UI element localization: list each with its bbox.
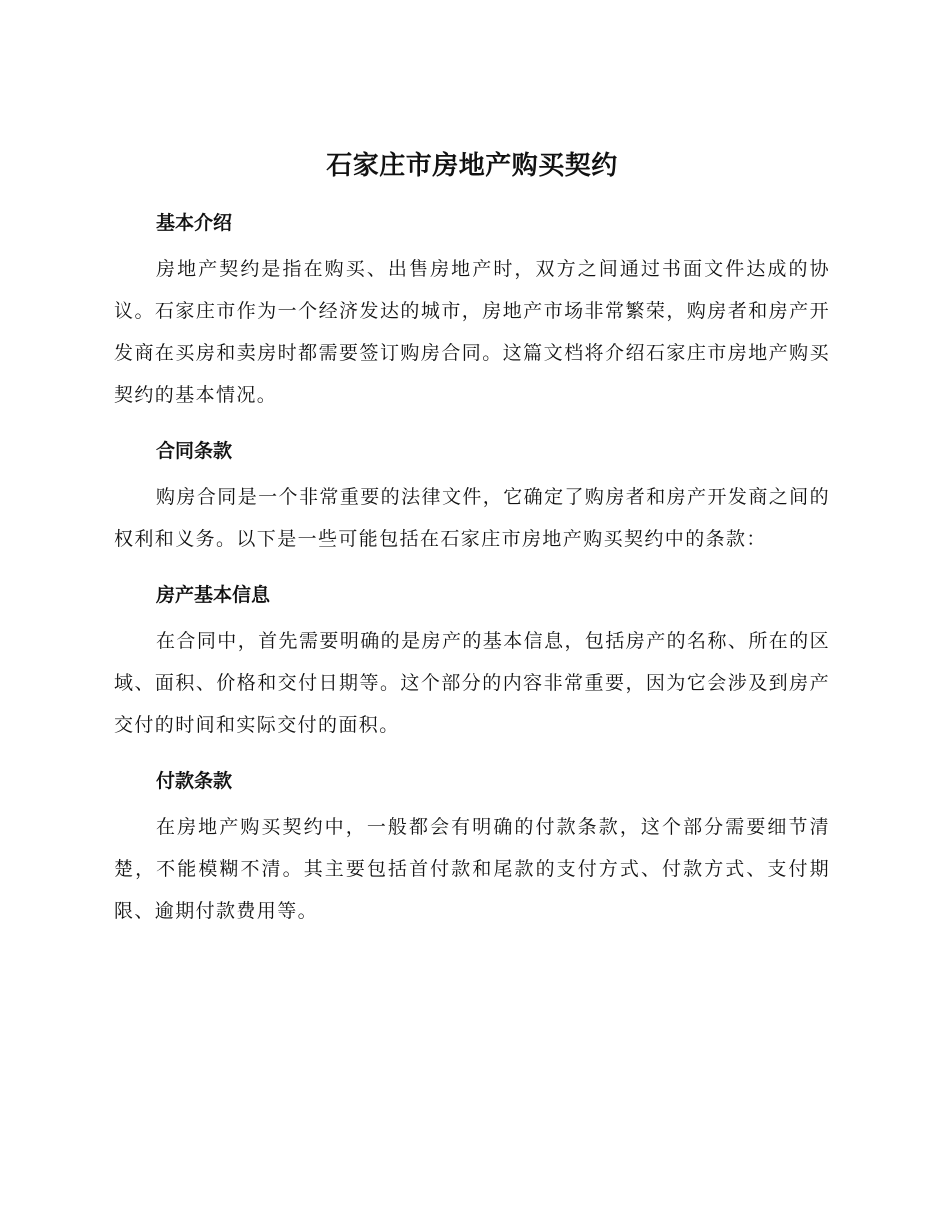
document-page: [114, 146, 830, 952]
section-property-info: [114, 580, 830, 746]
section-body: 在房地产购买契约中，一般都会有明确的付款条款，这个部分需要细节清楚，不能模糊不清。其主要包括首付款和尾款的支付方式、付款方式、支付期限、逾期付款费用等。: [114, 816, 830, 922]
document-title: 石家庄市房地产购买契约: [326, 151, 618, 181]
section-body: 在合同中，首先需要明确的是房产的基本信息，包括房产的名称、所在的区域、面积、价格和交付日期等。这个部分的内容非常重要，因为它会涉及到房产交付的时间和实际交付的面积。: [114, 630, 830, 736]
section-body: 购房合同是一个非常重要的法律文件，它确定了购房者和房产开发商之间的权利和义务。以下是一些可能包括在石家庄市房地产购买契约中的条款：: [114, 486, 830, 550]
section-heading: 基本介绍: [156, 212, 233, 234]
section-payment-terms: [114, 766, 830, 932]
section-contract-terms: [114, 436, 830, 560]
section-heading: 合同条款: [156, 440, 233, 462]
section-basic-intro: [114, 208, 830, 416]
section-heading: 付款条款: [156, 770, 233, 792]
section-body: 房地产契约是指在购买、出售房地产时，双方之间通过书面文件达成的协议。石家庄市作为一个经济发达的城市，房地产市场非常繁荣，购房者和房产开发商在买房和卖房时都需要签订购房合同。这篇文档将介绍石家庄市房地产购买契约的基本情况。: [114, 258, 830, 406]
section-heading: 房产基本信息: [156, 584, 271, 606]
